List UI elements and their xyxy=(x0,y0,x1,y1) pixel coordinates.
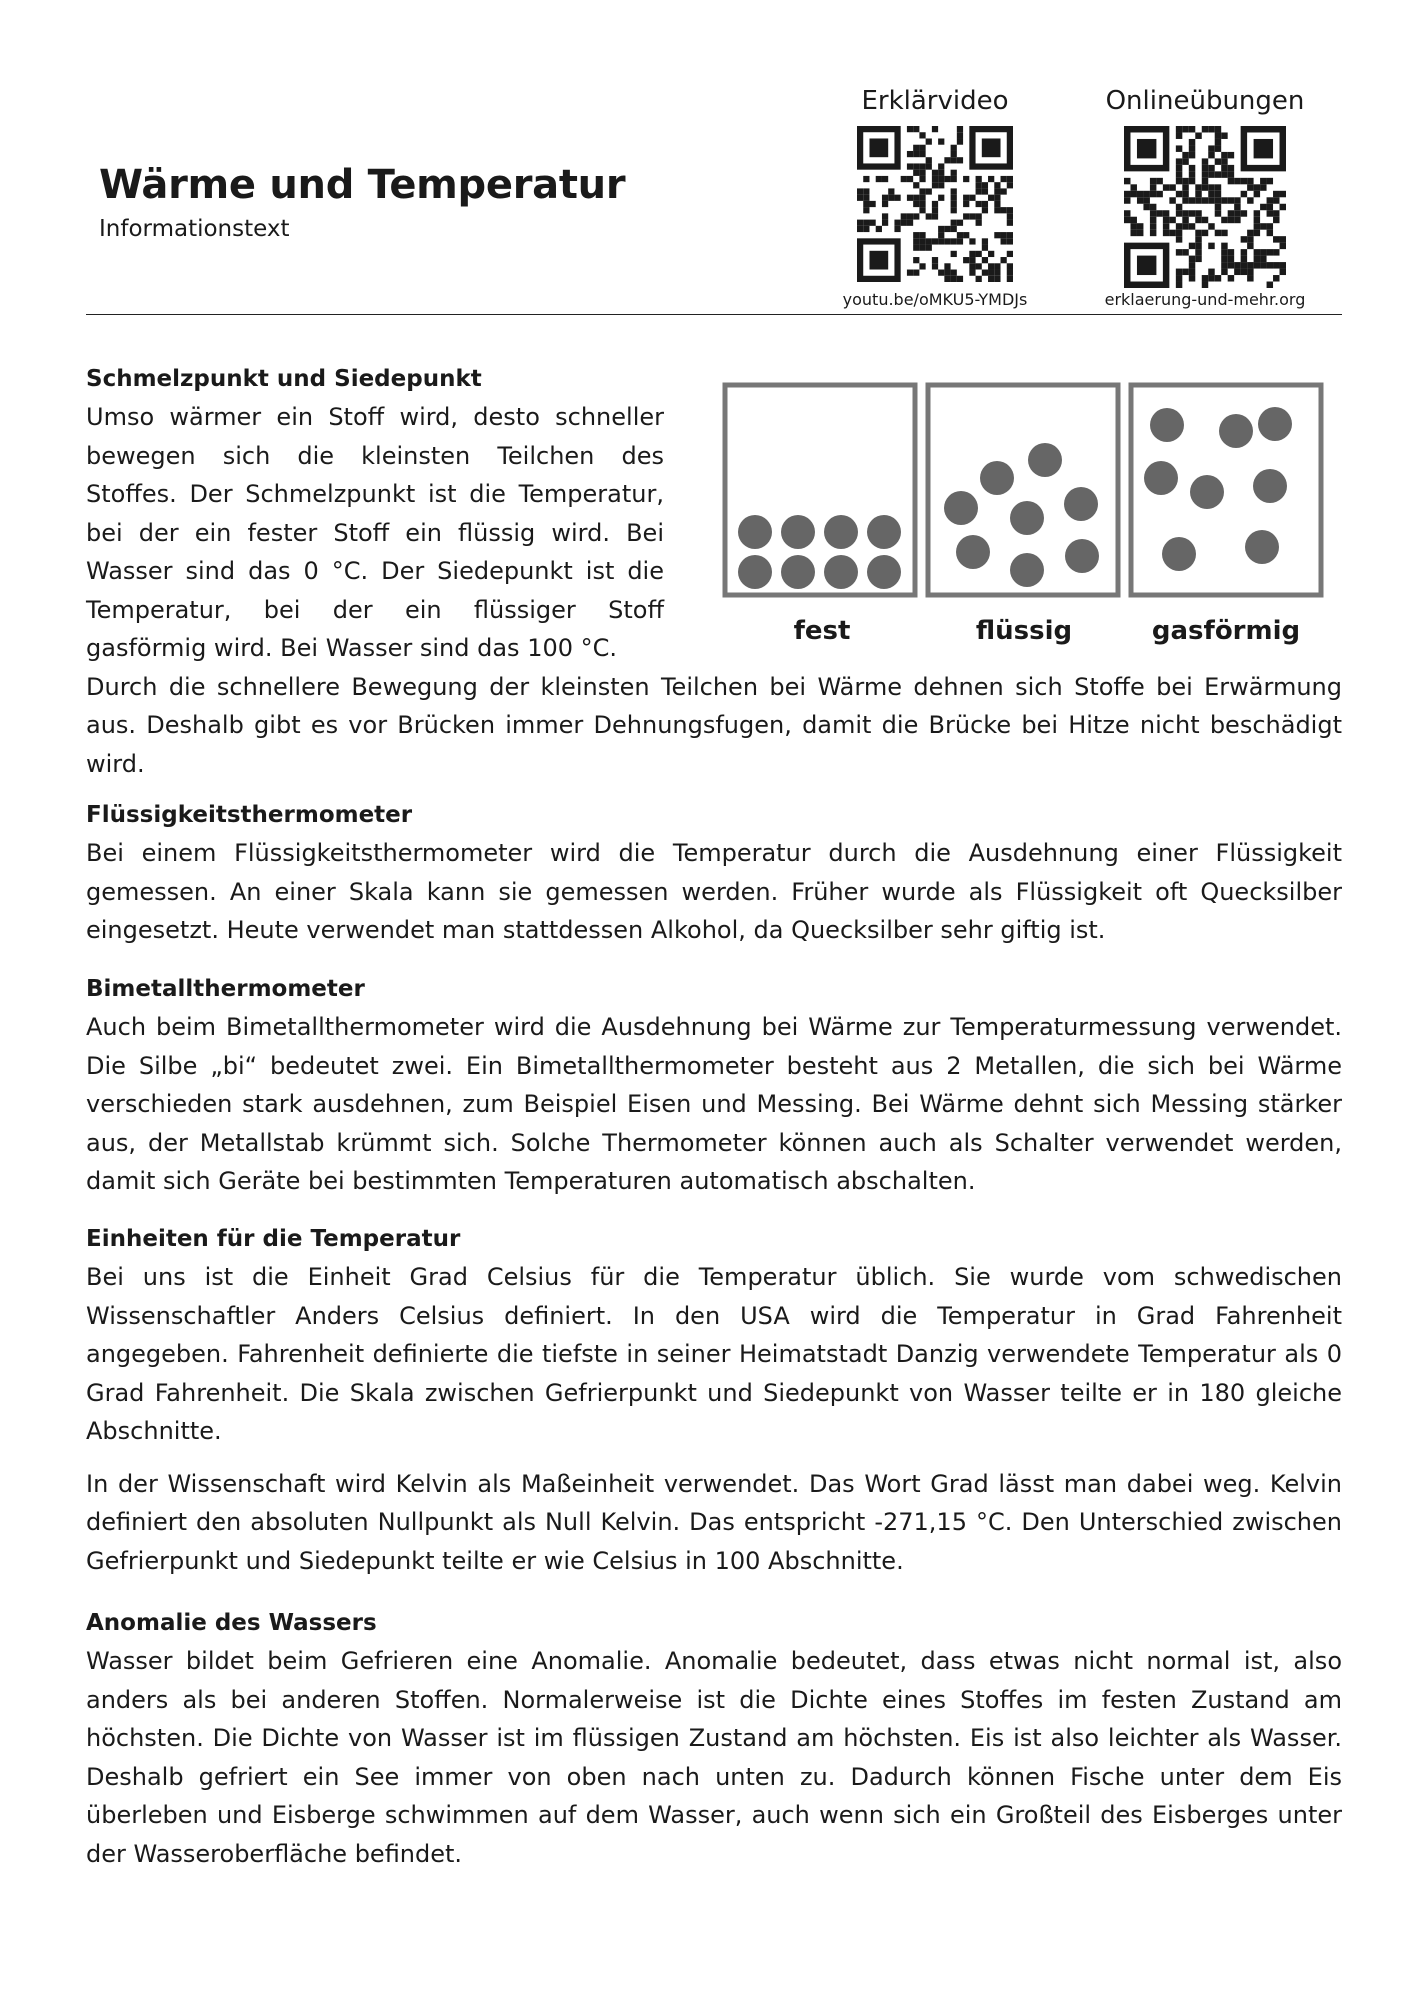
section-temperature-units xyxy=(86,1220,1342,1580)
header-divider xyxy=(86,314,1342,315)
qr-video-label: Erklärvideo xyxy=(861,86,1009,116)
text-line: Umso wärmer ein Stoff wird, desto schneller xyxy=(86,403,664,431)
qr-video-block xyxy=(810,86,1060,309)
qr-exercises-url[interactable]: erklaerung-und-mehr.org xyxy=(1104,290,1306,309)
section-paragraph: Durch die schnellere Bewegung der kleinsten Teilchen bei Wärme dehnen sich Stoffe bei Erwärmung aus. Deshalb gibt es vor Brücken immer Dehnungsfugen, damit die Brücke bei Hitze nicht beschädigt wird. xyxy=(86,672,1342,778)
text-line: bei der ein fester Stoff ein flüssig wird. Bei xyxy=(86,518,664,547)
text-line: bewegen sich die kleinsten Teilchen des xyxy=(86,441,664,470)
section-paragraph: Auch beim Bimetallthermometer wird die Ausdehnung bei Wärme zur Temperaturmessung verwendet. Die Silbe „bi“ bedeutet zwei. Ein Bimetallthermometer besteht aus 2 Metallen, die sich bei Wärme verschieden stark ausdehnen, zum Beispiel Eisen und Messing. Bei Wärme dehnt sich Messing stärker aus, der Metallstab krümmt sich. Solche Thermometer können auch als Schalter verwendet werden, damit sich Geräte bei bestimmten Temperaturen automatisch abschalten. xyxy=(86,1013,1342,1195)
qr-exercises-block xyxy=(1080,86,1330,309)
section-heading: Schmelzpunkt und Siedepunkt xyxy=(86,366,482,392)
section-water-anomaly xyxy=(86,1604,1342,1873)
section-paragraph: Bei einem Flüssigkeitsthermometer wird die Temperatur durch die Ausdehnung einer Flüssigkeit gemessen. An einer Skala kann sie gemessen werden. Früher wurde als Flüssigkeit oft Quecksilber eingesetzt. Heute verwendet man stattdessen Alkohol, da Quecksilber sehr giftig ist. xyxy=(86,839,1342,944)
qr-code-video-icon[interactable] xyxy=(857,126,1013,282)
label-gas: gasförmig xyxy=(1151,616,1301,646)
qr-video-url[interactable]: youtu.be/oMKU5-YMDJs xyxy=(842,290,1028,309)
qr-code-exercises-icon[interactable] xyxy=(1124,126,1286,288)
qr-exercises-label: Onlineübungen xyxy=(1105,86,1305,116)
label-solid: fest xyxy=(793,616,851,646)
section-paragraph: Bei uns ist die Einheit Grad Celsius für die Temperatur üblich. Sie wurde vom schwedischen Wissenschaftler Anders Celsius definiert. In den USA wird die Temperatur in Grad Fahrenheit angegeben. Fahrenheit definierte die tiefste in seiner Heimatstadt Danzig verwendete Temperatur als 0 Grad Fahrenheit. Die Skala zwischen Gefrierpunkt und Siedepunkt von Wasser teilte er in 180 gleiche Abschnitte. xyxy=(86,1263,1342,1445)
section-paragraph: Wasser bildet beim Gefrieren eine Anomalie. Anomalie bedeutet, dass etwas nicht normal ist, also anders als bei anderen Stoffen. Normalerweise ist die Dichte eines Stoffes im festen Zustand am höchsten. Die Dichte von Wasser ist im flüssigen Zustand am höchsten. Eis ist also leichter als Wasser. Deshalb gefriert ein See immer von oben nach unten zu. Dadurch können Fische unter dem Eis überleben und Eisberge schwimmen auf dem Wasser, auch wenn sich ein Großteil des Eisberges unter der Wasseroberfläche befindet. xyxy=(86,1647,1342,1868)
section-melting-boiling xyxy=(86,360,1342,783)
section-heading: Einheiten für die Temperatur xyxy=(86,1226,461,1252)
section-paragraph: In der Wissenschaft wird Kelvin als Maßeinheit verwendet. Das Wort Grad lässt man dabei weg. Kelvin definiert den absoluten Nullpunkt als Null Kelvin. Das entspricht -271,15 °C. Den Unterschied zwischen Gefrierpunkt und Siedepunkt teilte er wie Celsius in 100 Abschnitte. xyxy=(86,1469,1342,1575)
section-intro-narrow xyxy=(86,398,664,668)
section-heading: Anomalie des Wassers xyxy=(86,1610,377,1636)
text-line: Stoffes. Der Schmelzpunkt ist die Temperatur, xyxy=(86,480,664,508)
text-line: Temperatur, bei der ein flüssiger Stoff xyxy=(86,595,664,624)
label-liquid: flüssig xyxy=(975,616,1073,646)
section-heading: Bimetallthermometer xyxy=(86,976,365,1002)
section-liquid-thermometer xyxy=(86,796,1342,950)
text-line: Wasser sind das 0 °C. Der Siedepunkt ist die xyxy=(86,557,664,585)
section-bimetal-thermometer xyxy=(86,970,1342,1201)
text-line: gasförmig wird. Bei Wasser sind das 100 °C. xyxy=(86,634,618,662)
page-title: Wärme und Temperatur xyxy=(99,162,626,208)
page-subtitle: Informationstext xyxy=(99,216,290,242)
section-heading: Flüssigkeitsthermometer xyxy=(86,802,413,828)
